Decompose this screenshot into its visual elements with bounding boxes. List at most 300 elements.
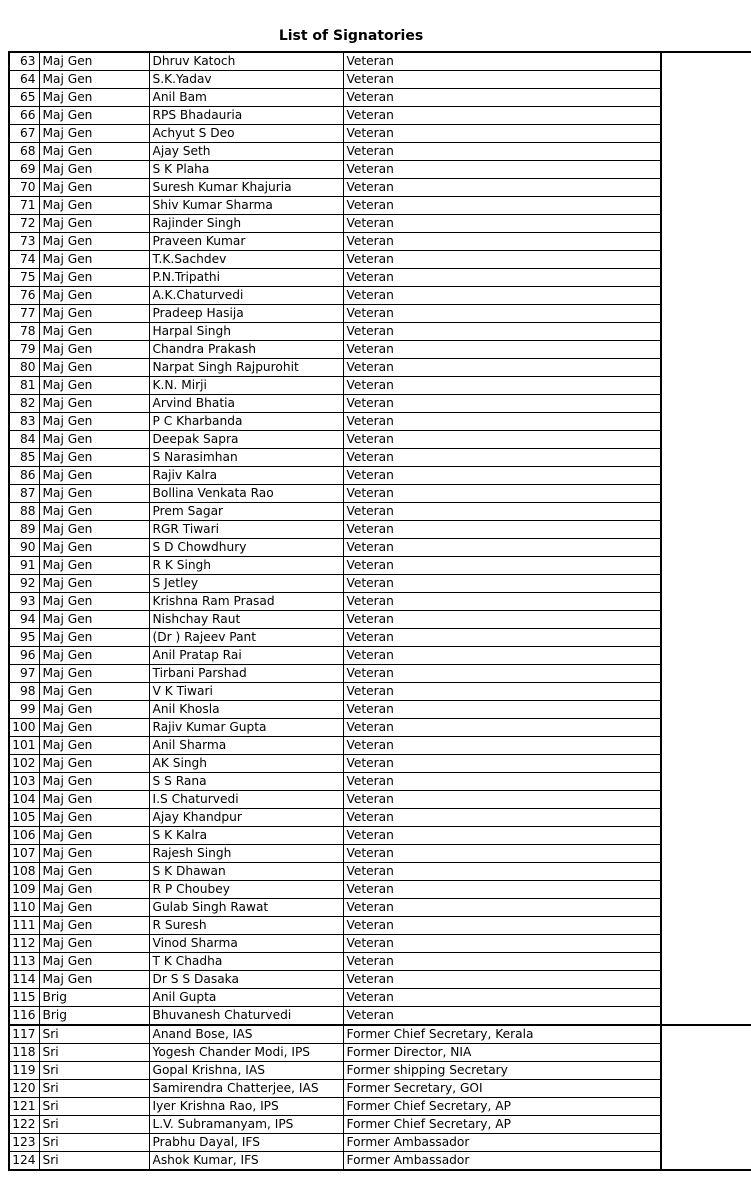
row-blank-column (661, 377, 751, 395)
row-rank: Maj Gen (39, 359, 149, 377)
row-designation: Veteran (343, 89, 661, 107)
row-number: 121 (9, 1098, 39, 1116)
table-row (9, 1025, 751, 1044)
row-number: 81 (9, 377, 39, 395)
table-row (9, 827, 751, 845)
row-name: Anil Sharma (149, 737, 343, 755)
row-designation: Veteran (343, 701, 661, 719)
row-name: RPS Bhadauria (149, 107, 343, 125)
row-rank: Maj Gen (39, 647, 149, 665)
row-number: 123 (9, 1134, 39, 1152)
row-blank-column (661, 143, 751, 161)
table-body (9, 52, 751, 1170)
row-designation: Veteran (343, 197, 661, 215)
row-blank-column (661, 539, 751, 557)
row-number: 71 (9, 197, 39, 215)
row-designation: Veteran (343, 52, 661, 71)
row-blank-column (661, 683, 751, 701)
row-number: 114 (9, 971, 39, 989)
row-blank-column (661, 269, 751, 287)
row-name: Tirbani Parshad (149, 665, 343, 683)
row-rank: Maj Gen (39, 449, 149, 467)
row-rank: Maj Gen (39, 413, 149, 431)
row-designation: Veteran (343, 287, 661, 305)
row-blank-column (661, 917, 751, 935)
row-name: Rajiv Kalra (149, 467, 343, 485)
table-row (9, 287, 751, 305)
row-number: 105 (9, 809, 39, 827)
row-number: 92 (9, 575, 39, 593)
row-rank: Maj Gen (39, 341, 149, 359)
row-name: Deepak Sapra (149, 431, 343, 449)
row-blank-column (661, 989, 751, 1007)
row-rank: Maj Gen (39, 323, 149, 341)
row-designation: Former shipping Secretary (343, 1062, 661, 1080)
row-designation: Veteran (343, 971, 661, 989)
row-rank: Maj Gen (39, 503, 149, 521)
row-blank-column (661, 863, 751, 881)
row-name: Krishna Ram Prasad (149, 593, 343, 611)
row-number: 73 (9, 233, 39, 251)
row-rank: Maj Gen (39, 593, 149, 611)
table-row (9, 935, 751, 953)
table-row (9, 359, 751, 377)
signatories-table (8, 51, 751, 1171)
row-designation: Former Secretary, GOI (343, 1080, 661, 1098)
table-row (9, 647, 751, 665)
row-designation: Veteran (343, 791, 661, 809)
row-name: (Dr ) Rajeev Pant (149, 629, 343, 647)
row-designation: Veteran (343, 989, 661, 1007)
row-designation: Veteran (343, 917, 661, 935)
row-rank: Maj Gen (39, 755, 149, 773)
row-designation: Veteran (343, 827, 661, 845)
row-designation: Veteran (343, 665, 661, 683)
row-blank-column (661, 485, 751, 503)
row-designation: Veteran (343, 935, 661, 953)
row-designation: Veteran (343, 449, 661, 467)
row-name: Dr S S Dasaka (149, 971, 343, 989)
row-number: 88 (9, 503, 39, 521)
table-row (9, 215, 751, 233)
row-blank-column (661, 233, 751, 251)
row-name: K.N. Mirji (149, 377, 343, 395)
row-designation: Veteran (343, 593, 661, 611)
row-number: 95 (9, 629, 39, 647)
row-rank: Maj Gen (39, 107, 149, 125)
row-blank-column (661, 827, 751, 845)
row-designation: Veteran (343, 953, 661, 971)
row-rank: Maj Gen (39, 575, 149, 593)
row-designation: Veteran (343, 863, 661, 881)
row-number: 79 (9, 341, 39, 359)
row-blank-column (661, 755, 751, 773)
row-number: 103 (9, 773, 39, 791)
row-rank: Maj Gen (39, 629, 149, 647)
row-designation: Veteran (343, 575, 661, 593)
row-number: 78 (9, 323, 39, 341)
row-rank: Maj Gen (39, 683, 149, 701)
signatories-sheet (8, 51, 751, 1171)
row-designation: Veteran (343, 899, 661, 917)
row-designation: Veteran (343, 881, 661, 899)
row-number: 94 (9, 611, 39, 629)
row-number: 108 (9, 863, 39, 881)
row-name: P.N.Tripathi (149, 269, 343, 287)
row-number: 93 (9, 593, 39, 611)
row-rank: Sri (39, 1152, 149, 1171)
table-row (9, 323, 751, 341)
row-blank-column (661, 251, 751, 269)
row-blank-column (661, 431, 751, 449)
table-row (9, 863, 751, 881)
row-number: 124 (9, 1152, 39, 1171)
table-row (9, 413, 751, 431)
row-number: 74 (9, 251, 39, 269)
row-designation: Veteran (343, 413, 661, 431)
table-row (9, 161, 751, 179)
row-designation: Former Chief Secretary, AP (343, 1116, 661, 1134)
row-rank: Maj Gen (39, 377, 149, 395)
row-rank: Maj Gen (39, 611, 149, 629)
row-number: 90 (9, 539, 39, 557)
table-row (9, 1152, 751, 1171)
row-blank-column (661, 845, 751, 863)
row-number: 80 (9, 359, 39, 377)
table-row (9, 89, 751, 107)
table-row (9, 71, 751, 89)
row-rank: Maj Gen (39, 287, 149, 305)
row-blank-column (661, 629, 751, 647)
row-number: 113 (9, 953, 39, 971)
row-blank-column (661, 647, 751, 665)
row-rank: Maj Gen (39, 953, 149, 971)
row-blank-column (661, 89, 751, 107)
table-row (9, 899, 751, 917)
row-name: L.V. Subramanyam, IPS (149, 1116, 343, 1134)
row-blank-column (661, 809, 751, 827)
row-rank: Maj Gen (39, 971, 149, 989)
table-row (9, 179, 751, 197)
row-name: Ajay Khandpur (149, 809, 343, 827)
row-designation: Veteran (343, 611, 661, 629)
row-name: Bhuvanesh Chaturvedi (149, 1007, 343, 1026)
row-designation: Veteran (343, 1007, 661, 1026)
row-rank: Maj Gen (39, 431, 149, 449)
row-rank: Maj Gen (39, 305, 149, 323)
table-row (9, 251, 751, 269)
row-number: 91 (9, 557, 39, 575)
row-name: Achyut S Deo (149, 125, 343, 143)
row-designation: Veteran (343, 269, 661, 287)
row-blank-column (661, 52, 751, 71)
row-number: 65 (9, 89, 39, 107)
row-designation: Veteran (343, 323, 661, 341)
row-rank: Maj Gen (39, 773, 149, 791)
row-designation: Veteran (343, 719, 661, 737)
row-blank-column (661, 1134, 751, 1152)
table-row (9, 197, 751, 215)
table-row (9, 989, 751, 1007)
row-designation: Former Ambassador (343, 1134, 661, 1152)
row-blank-column (661, 701, 751, 719)
row-name: Prabhu Dayal, IFS (149, 1134, 343, 1152)
row-rank: Maj Gen (39, 827, 149, 845)
row-name: S Jetley (149, 575, 343, 593)
table-row (9, 683, 751, 701)
row-designation: Veteran (343, 521, 661, 539)
row-number: 104 (9, 791, 39, 809)
table-row (9, 1098, 751, 1116)
row-rank: Maj Gen (39, 791, 149, 809)
row-name: I.S Chaturvedi (149, 791, 343, 809)
row-blank-column (661, 125, 751, 143)
row-blank-column (661, 1062, 751, 1080)
row-blank-column (661, 665, 751, 683)
row-rank: Sri (39, 1062, 149, 1080)
row-name: T.K.Sachdev (149, 251, 343, 269)
row-rank: Maj Gen (39, 251, 149, 269)
row-blank-column (661, 197, 751, 215)
row-blank-column (661, 719, 751, 737)
row-designation: Former Chief Secretary, AP (343, 1098, 661, 1116)
row-number: 72 (9, 215, 39, 233)
row-rank: Maj Gen (39, 89, 149, 107)
row-blank-column (661, 503, 751, 521)
row-blank-column (661, 1098, 751, 1116)
row-blank-column (661, 557, 751, 575)
row-number: 75 (9, 269, 39, 287)
table-row (9, 143, 751, 161)
table-row (9, 1134, 751, 1152)
row-number: 110 (9, 899, 39, 917)
row-number: 87 (9, 485, 39, 503)
row-number: 120 (9, 1080, 39, 1098)
row-blank-column (661, 413, 751, 431)
row-blank-column (661, 1116, 751, 1134)
row-blank-column (661, 899, 751, 917)
table-row (9, 1044, 751, 1062)
row-rank: Maj Gen (39, 719, 149, 737)
row-number: 119 (9, 1062, 39, 1080)
row-blank-column (661, 287, 751, 305)
row-name: Nishchay Raut (149, 611, 343, 629)
row-blank-column (661, 323, 751, 341)
row-rank: Sri (39, 1080, 149, 1098)
row-designation: Veteran (343, 629, 661, 647)
table-row (9, 431, 751, 449)
row-name: Rajinder Singh (149, 215, 343, 233)
row-name: Prem Sagar (149, 503, 343, 521)
row-blank-column (661, 1080, 751, 1098)
table-row (9, 629, 751, 647)
row-number: 117 (9, 1025, 39, 1044)
table-row (9, 881, 751, 899)
row-blank-column (661, 1007, 751, 1026)
row-designation: Veteran (343, 647, 661, 665)
table-row (9, 701, 751, 719)
row-designation: Veteran (343, 845, 661, 863)
row-rank: Maj Gen (39, 179, 149, 197)
row-name: Gulab Singh Rawat (149, 899, 343, 917)
row-rank: Sri (39, 1025, 149, 1044)
row-rank: Brig (39, 989, 149, 1007)
row-designation: Veteran (343, 395, 661, 413)
table-row (9, 503, 751, 521)
table-row (9, 449, 751, 467)
row-rank: Sri (39, 1116, 149, 1134)
row-number: 70 (9, 179, 39, 197)
row-name: Praveen Kumar (149, 233, 343, 251)
row-rank: Maj Gen (39, 917, 149, 935)
table-row (9, 719, 751, 737)
row-number: 118 (9, 1044, 39, 1062)
table-row (9, 377, 751, 395)
row-name: Arvind Bhatia (149, 395, 343, 413)
table-row (9, 52, 751, 71)
row-blank-column (661, 449, 751, 467)
row-name: S K Plaha (149, 161, 343, 179)
row-rank: Maj Gen (39, 539, 149, 557)
row-name: AK Singh (149, 755, 343, 773)
row-name: Chandra Prakash (149, 341, 343, 359)
row-number: 99 (9, 701, 39, 719)
row-name: R K Singh (149, 557, 343, 575)
row-blank-column (661, 467, 751, 485)
row-name: Anil Pratap Rai (149, 647, 343, 665)
row-name: Anil Bam (149, 89, 343, 107)
row-number: 69 (9, 161, 39, 179)
row-number: 111 (9, 917, 39, 935)
row-name: Rajesh Singh (149, 845, 343, 863)
row-rank: Maj Gen (39, 809, 149, 827)
row-designation: Veteran (343, 737, 661, 755)
row-rank: Maj Gen (39, 71, 149, 89)
row-name: S.K.Yadav (149, 71, 343, 89)
row-number: 107 (9, 845, 39, 863)
row-designation: Veteran (343, 233, 661, 251)
row-designation: Veteran (343, 431, 661, 449)
row-designation: Veteran (343, 485, 661, 503)
row-blank-column (661, 305, 751, 323)
row-designation: Veteran (343, 557, 661, 575)
row-blank-column (661, 71, 751, 89)
row-rank: Maj Gen (39, 521, 149, 539)
table-row (9, 1116, 751, 1134)
row-name: Harpal Singh (149, 323, 343, 341)
row-designation: Veteran (343, 125, 661, 143)
row-rank: Maj Gen (39, 52, 149, 71)
row-name: Ajay Seth (149, 143, 343, 161)
row-name: S Narasimhan (149, 449, 343, 467)
row-blank-column (661, 341, 751, 359)
row-number: 86 (9, 467, 39, 485)
table-row (9, 593, 751, 611)
row-rank: Maj Gen (39, 737, 149, 755)
table-row (9, 665, 751, 683)
row-designation: Veteran (343, 341, 661, 359)
page-title: List of Signatories (278, 28, 424, 44)
row-blank-column (661, 395, 751, 413)
row-name: A.K.Chaturvedi (149, 287, 343, 305)
row-blank-column (661, 215, 751, 233)
row-number: 106 (9, 827, 39, 845)
table-row (9, 575, 751, 593)
table-row (9, 917, 751, 935)
row-designation: Veteran (343, 773, 661, 791)
table-row (9, 809, 751, 827)
row-blank-column (661, 1025, 751, 1044)
row-name: Dhruv Katoch (149, 52, 343, 71)
row-number: 122 (9, 1116, 39, 1134)
row-designation: Veteran (343, 71, 661, 89)
row-name: V K Tiwari (149, 683, 343, 701)
row-name: R P Choubey (149, 881, 343, 899)
row-name: P C Kharbanda (149, 413, 343, 431)
row-blank-column (661, 161, 751, 179)
row-rank: Brig (39, 1007, 149, 1026)
row-name: Samirendra Chatterjee, IAS (149, 1080, 343, 1098)
row-designation: Veteran (343, 539, 661, 557)
row-designation: Veteran (343, 179, 661, 197)
row-name: S K Dhawan (149, 863, 343, 881)
row-designation: Veteran (343, 755, 661, 773)
row-name: S D Chowdhury (149, 539, 343, 557)
table-row (9, 269, 751, 287)
row-number: 116 (9, 1007, 39, 1026)
row-rank: Maj Gen (39, 665, 149, 683)
table-row (9, 107, 751, 125)
row-designation: Former Chief Secretary, Kerala (343, 1025, 661, 1044)
table-row (9, 1080, 751, 1098)
row-designation: Veteran (343, 143, 661, 161)
table-row (9, 737, 751, 755)
table-row (9, 755, 751, 773)
row-name: Shiv Kumar Sharma (149, 197, 343, 215)
row-number: 83 (9, 413, 39, 431)
row-rank: Maj Gen (39, 863, 149, 881)
row-designation: Veteran (343, 467, 661, 485)
row-designation: Veteran (343, 359, 661, 377)
row-blank-column (661, 521, 751, 539)
row-rank: Sri (39, 1098, 149, 1116)
row-number: 82 (9, 395, 39, 413)
row-number: 76 (9, 287, 39, 305)
row-rank: Maj Gen (39, 125, 149, 143)
row-name: Bollina Venkata Rao (149, 485, 343, 503)
row-rank: Maj Gen (39, 467, 149, 485)
row-number: 85 (9, 449, 39, 467)
row-name: Anil Khosla (149, 701, 343, 719)
row-designation: Veteran (343, 215, 661, 233)
table-row (9, 953, 751, 971)
row-name: Pradeep Hasija (149, 305, 343, 323)
row-blank-column (661, 107, 751, 125)
row-name: S K Kalra (149, 827, 343, 845)
row-designation: Veteran (343, 107, 661, 125)
row-number: 63 (9, 52, 39, 71)
row-rank: Maj Gen (39, 881, 149, 899)
table-row (9, 485, 751, 503)
row-rank: Maj Gen (39, 935, 149, 953)
row-blank-column (661, 1044, 751, 1062)
row-blank-column (661, 791, 751, 809)
row-name: Narpat Singh Rajpurohit (149, 359, 343, 377)
row-rank: Maj Gen (39, 395, 149, 413)
row-designation: Veteran (343, 251, 661, 269)
row-blank-column (661, 953, 751, 971)
row-designation: Former Director, NIA (343, 1044, 661, 1062)
